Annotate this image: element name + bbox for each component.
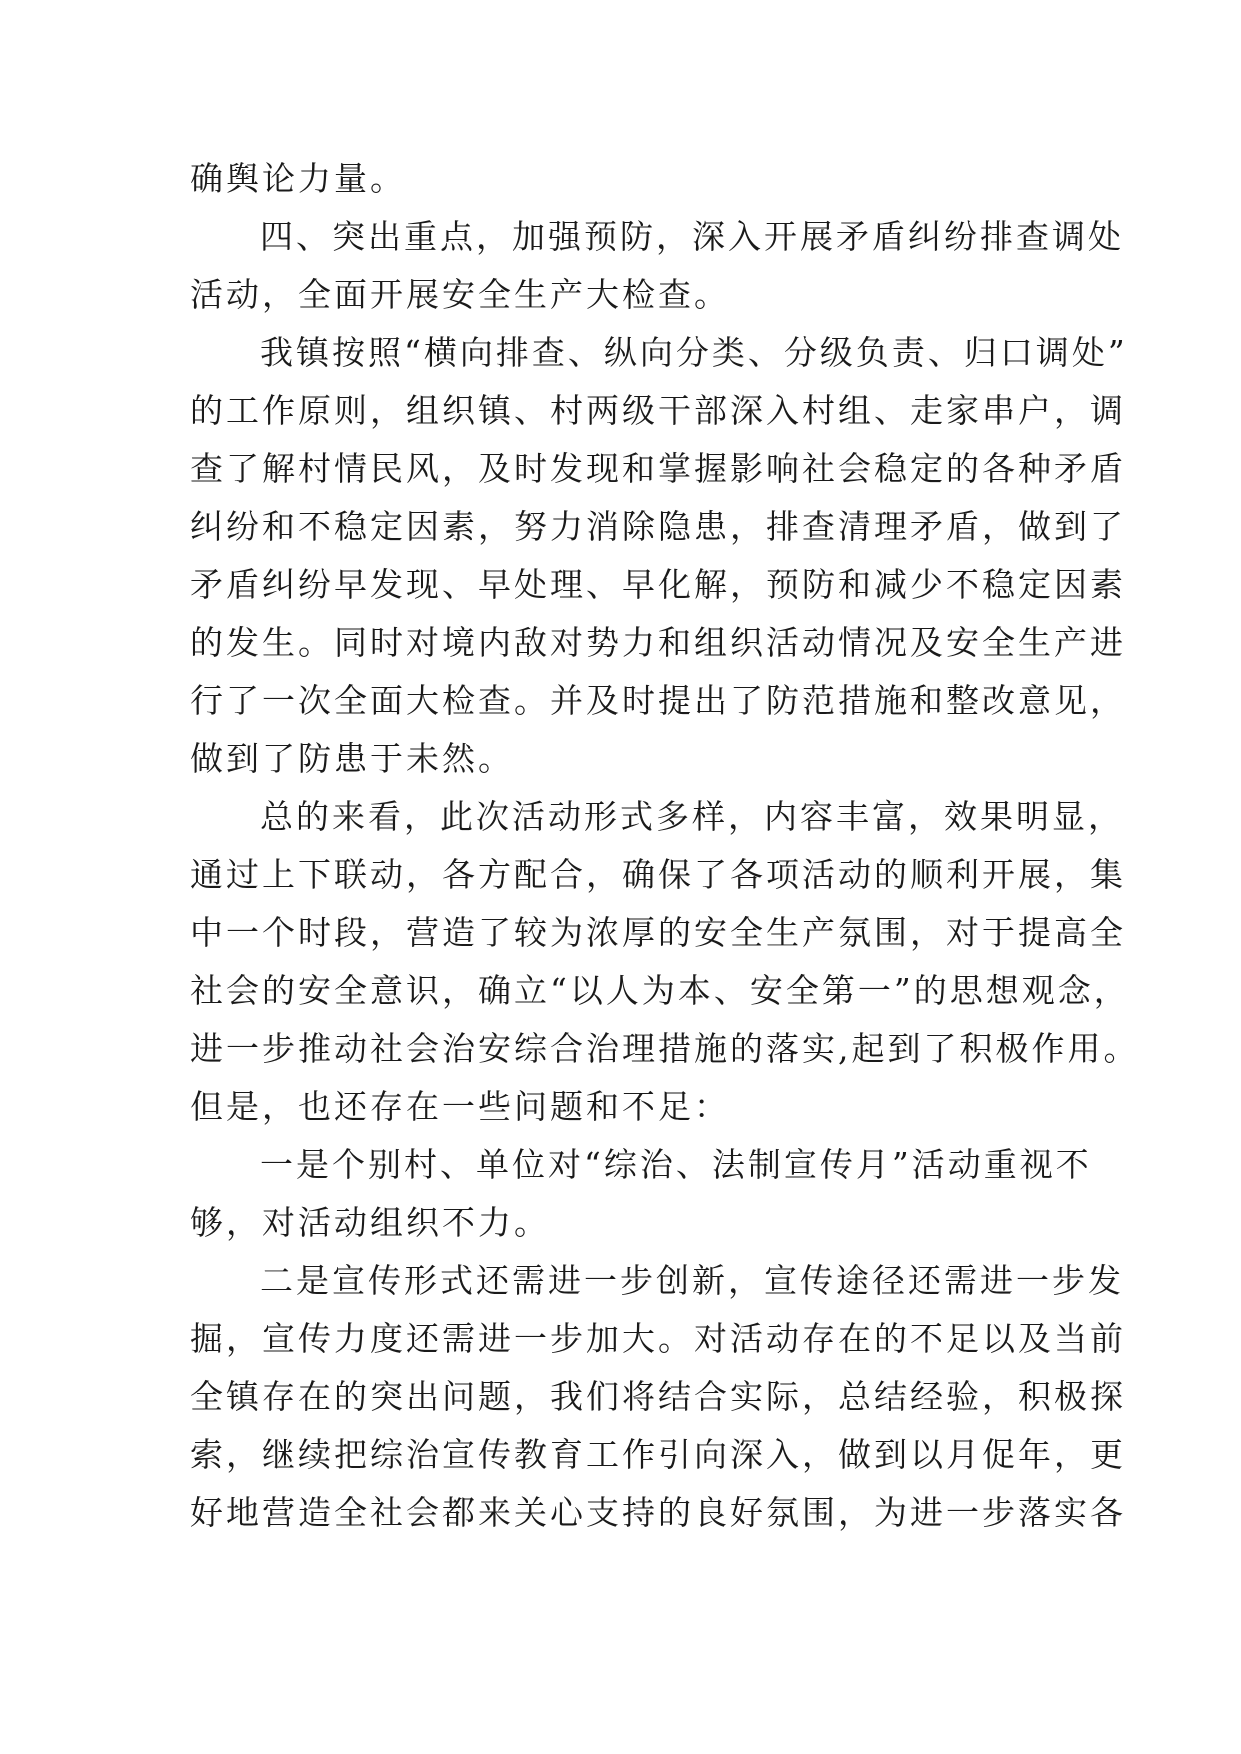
text-line: 全镇存在的突出问题，我们将结合实际，总结经验，积极探	[190, 1377, 1126, 1416]
text-line: 通过上下联动，各方配合，确保了各项活动的顺利开展，集	[190, 855, 1126, 894]
text-line: 确舆论力量。	[190, 159, 406, 198]
text-line: 纠纷和不稳定因素，努力消除隐患，排查清理矛盾，做到了	[190, 507, 1126, 546]
text-line: 一是个别村、单位对“综治、法制宣传月”活动重视不	[260, 1145, 1092, 1184]
text-line: 进一步推动社会治安综合治理措施的落实,起到了积极作用。	[190, 1029, 1140, 1068]
text-line: 中一个时段，营造了较为浓厚的安全生产氛围，对于提高全	[190, 913, 1126, 952]
text-line: 行了一次全面大检查。并及时提出了防范措施和整改意见，	[190, 681, 1126, 720]
text-line: 索，继续把综治宣传教育工作引向深入，做到以月促年，更	[190, 1435, 1126, 1474]
text-line: 二是宣传形式还需进一步创新，宣传途径还需进一步发	[260, 1261, 1124, 1300]
text-line: 四、突出重点，加强预防，深入开展矛盾纠纷排查调处	[260, 217, 1124, 256]
text-line: 做到了防患于未然。	[190, 739, 514, 778]
text-line: 掘，宣传力度还需进一步加大。对活动存在的不足以及当前	[190, 1319, 1126, 1358]
text-line: 总的来看，此次活动形式多样，内容丰富，效果明显，	[260, 797, 1124, 836]
text-line: 的工作原则，组织镇、村两级干部深入村组、走家串户，调	[190, 391, 1126, 430]
text-line: 的发生。同时对境内敌对势力和组织活动情况及安全生产进	[190, 623, 1126, 662]
text-line: 矛盾纠纷早发现、早处理、早化解，预防和减少不稳定因素	[190, 565, 1126, 604]
text-line: 好地营造全社会都来关心支持的良好氛围，为进一步落实各	[190, 1493, 1126, 1532]
text-line: 查了解村情民风，及时发现和掌握影响社会稳定的各种矛盾	[190, 449, 1126, 488]
text-line: 但是，也还存在一些问题和不足：	[190, 1087, 730, 1126]
text-line: 够，对活动组织不力。	[190, 1203, 550, 1242]
text-line: 活动，全面开展安全生产大检查。	[190, 275, 730, 314]
text-line: 我镇按照“横向排查、纵向分类、分级负责、归口调处”	[260, 333, 1128, 372]
text-line: 社会的安全意识，确立“以人为本、安全第一”的思想观念，	[190, 971, 1130, 1010]
document-body	[190, 150, 1140, 1542]
